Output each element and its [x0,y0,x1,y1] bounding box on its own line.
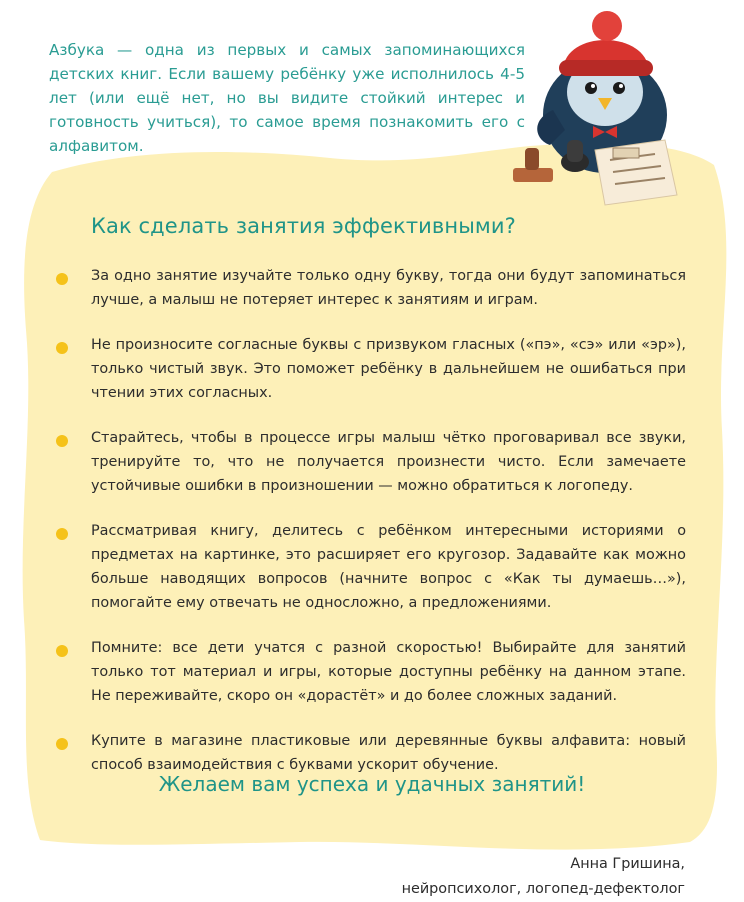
intro-text: Азбука — одна из первых и самых запоминающихся детских книг. Если вашему ребёнку уже исполнилось 4-5 лет (или ещё нет, но вы видите стойкий интерес и готовность учиться), то самое время познакомить его с алфавитом. [49,41,525,155]
tip-text: Купите в магазине пластиковые или деревянные буквы алфавита: новый способ взаимодействия с буквами ускорит обучение. [91,733,686,773]
section-heading: Как сделать занятия эффективными? [91,214,516,238]
author-title: нейропсихолог, логопед-дефектолог [401,881,685,897]
tip-text: Старайтесь, чтобы в процессе игры малыш чётко проговаривал все звуки, тренируйте то, что не получается произнести чисто. Если замечаете устойчивые ошибки в произношении — можно обратиться к логопеду. [91,430,686,494]
tip-text: Помните: все дети учатся с разной скоростью! Выбирайте для занятий только тот материал и игры, которые доступны ребёнку на данном этапе. Не переживайте, скоро он «дорастёт» и до более сложных заданий. [91,640,686,704]
closing-wish: Желаем вам успеха и удачных занятий! [158,772,586,796]
list-item [54,636,686,708]
bullet-dot-icon [56,528,68,540]
author-name: Анна Гришина, [570,856,685,872]
list-item [54,426,686,498]
bullet-dot-icon [56,645,68,657]
list-item [54,729,686,777]
bullet-dot-icon [56,342,68,354]
tip-text: За одно занятие изучайте только одну букву, тогда они будут запоминаться лучше, а малыш не потеряет интерес к занятиям и играм. [91,268,686,308]
penguin-mascot-icon [505,0,744,215]
list-item [54,264,686,312]
list-item [54,519,686,615]
bullet-dot-icon [56,273,68,285]
bullet-dot-icon [56,738,68,750]
tip-text: Не произносите согласные буквы с призвуком гласных («пэ», «сэ» или «эр»), только чистый звук. Это поможет ребёнку в дальнейшем не ошибаться при чтении этих согласных. [91,337,686,401]
bullet-dot-icon [56,435,68,447]
list-item [54,333,686,405]
tip-text: Рассматривая книгу, делитесь с ребёнком интересными историями о предметах на картинке, это расширяет его кругозор. Задавайте как можно больше наводящих вопросов (начните вопрос с «Как ты думаешь…»), помогайте ему отвечать не односложно, а предложениями. [91,523,686,611]
tips-list [54,264,686,777]
author-signature [402,852,685,902]
